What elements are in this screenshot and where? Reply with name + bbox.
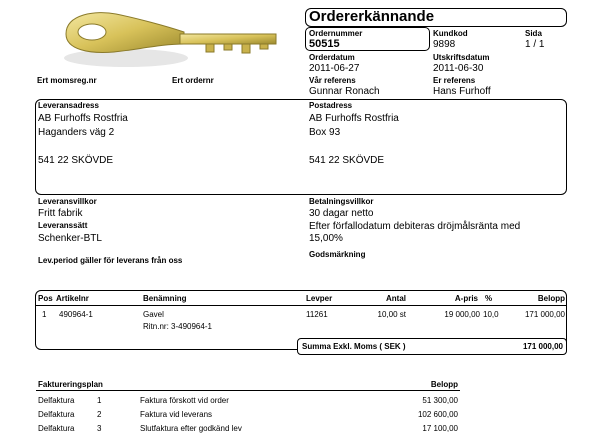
postadress-line2: Box 93 xyxy=(309,127,341,138)
ert-momsreg-label: Ert momsreg.nr xyxy=(37,76,97,85)
faktura-num: 2 xyxy=(97,410,102,419)
col-header-pos: Pos xyxy=(38,294,53,303)
fakturering-divider xyxy=(36,390,460,391)
orderdatum-value: 2011-06-27 xyxy=(309,63,360,74)
fakturering-belopp-label: Belopp xyxy=(430,380,458,389)
faktura-num: 3 xyxy=(97,424,102,433)
betalningsvillkor-label: Betalningsvillkor xyxy=(309,197,374,206)
utskriftsdatum-value: 2011-06-30 xyxy=(433,63,484,74)
leveransadress-line1: AB Furhoffs Rostfria xyxy=(38,113,128,124)
col-header-pct: % xyxy=(485,294,493,303)
faktura-type: Delfaktura xyxy=(38,410,75,419)
row-antal: 10,00 st xyxy=(377,310,406,319)
er-referens-label: Er referens xyxy=(433,76,476,85)
col-header-belopp: Belopp xyxy=(537,294,565,303)
row-ritn: Ritn.nr: 3-490964-1 xyxy=(143,322,212,331)
key-logo-image xyxy=(56,4,286,70)
header-divider xyxy=(35,305,567,306)
faktura-num: 1 xyxy=(97,396,102,405)
faktura-text: Slutfaktura efter godkänd lev xyxy=(140,424,242,433)
row-pct: 10,0 xyxy=(483,310,499,319)
row-artikelnr: 490964-1 xyxy=(59,310,93,319)
col-header-apris: A-pris xyxy=(454,294,478,303)
faktura-amount: 102 600,00 xyxy=(417,410,458,419)
var-referens-value: Gunnar Ronach xyxy=(309,86,380,97)
levperiod-note: Lev.period gäller för leverans från oss xyxy=(38,256,183,265)
leveranssatt-label: Leveranssätt xyxy=(38,221,88,230)
faktura-type: Delfaktura xyxy=(38,424,75,433)
leveransadress-label: Leveransadress xyxy=(38,101,99,110)
kundkod-value: 9898 xyxy=(433,39,456,50)
ordernummer-label: Ordernummer xyxy=(309,29,363,38)
faktura-text: Faktura förskott vid order xyxy=(140,396,229,405)
leveransvillkor-label: Leveransvillkor xyxy=(38,197,97,206)
row-levper: 11261 xyxy=(306,310,328,319)
row-belopp: 171 000,00 xyxy=(524,310,565,319)
drojsmal-rate: 15,00% xyxy=(309,233,343,244)
fakturering-label: Faktureringsplan xyxy=(38,380,103,389)
col-header-antal: Antal xyxy=(386,294,406,303)
row-apris: 19 000,00 xyxy=(444,310,480,319)
sida-value: 1 / 1 xyxy=(525,39,545,50)
faktura-amount: 17 100,00 xyxy=(422,424,458,433)
col-header-artikelnr: Artikelnr xyxy=(56,294,89,303)
postadress-line1: AB Furhoffs Rostfria xyxy=(309,113,399,124)
postadress-label: Postadress xyxy=(309,101,353,110)
leveransvillkor-value: Fritt fabrik xyxy=(38,208,83,219)
ert-ordernr-label: Ert ordernr xyxy=(172,76,214,85)
summary-label: Summa Exkl. Moms ( SEK ) xyxy=(302,342,406,351)
utskriftsdatum-label: Utskriftsdatum xyxy=(433,53,490,62)
postadress-line3: 541 22 SKÖVDE xyxy=(309,155,385,166)
leveranssatt-value: Schenker-BTL xyxy=(38,233,102,244)
row-pos: 1 xyxy=(42,310,47,319)
betalningsvillkor-value: 30 dagar netto xyxy=(309,208,374,219)
col-header-benamning: Benämning xyxy=(143,294,187,303)
godsmarkning-label: Godsmärkning xyxy=(309,250,366,259)
document-title: Ordererkännande xyxy=(309,8,435,25)
drojsmal-text: Efter förfallodatum debiteras dröjmålsränta med xyxy=(309,221,521,232)
summary-value: 171 000,00 xyxy=(522,342,563,351)
faktura-type: Delfaktura xyxy=(38,396,75,405)
sida-label: Sida xyxy=(525,29,542,38)
er-referens-value: Hans Furhoff xyxy=(433,86,491,97)
faktura-text: Faktura vid leverans xyxy=(140,410,213,419)
var-referens-label: Vår referens xyxy=(309,76,356,85)
faktura-amount: 51 300,00 xyxy=(422,396,458,405)
col-header-levper: Levper xyxy=(306,294,333,303)
leveransadress-line3: 541 22 SKÖVDE xyxy=(38,155,114,166)
ordernummer-value: 50515 xyxy=(309,38,340,50)
orderdatum-label: Orderdatum xyxy=(309,53,355,62)
row-benamning: Gavel xyxy=(143,310,164,319)
kundkod-label: Kundkod xyxy=(433,29,468,38)
leveransadress-line2: Haganders väg 2 xyxy=(38,127,115,138)
